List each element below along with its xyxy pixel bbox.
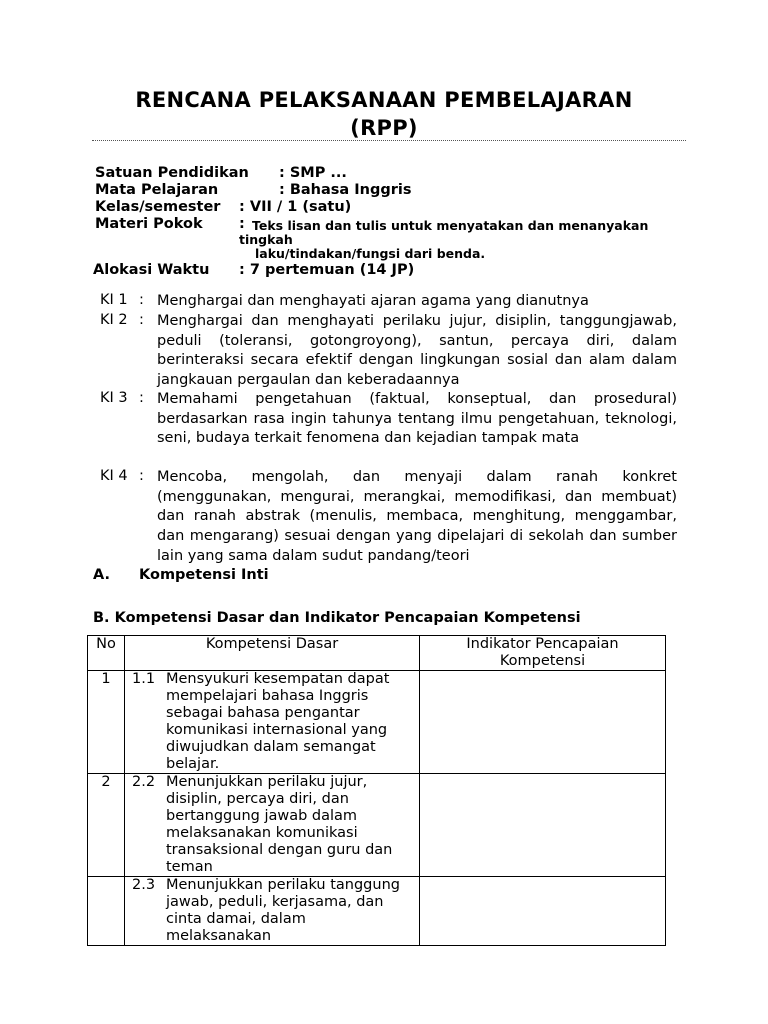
ki-colon: : (139, 468, 144, 484)
materi-label: Materi Pokok (95, 216, 203, 232)
ki-text: Mencoba, mengolah, dan menyaji dalam ranah konkret (menggunakan, mengurai, merangkai, memodifikasi, dan membuat) dan ranah abstrak (menulis, membaca, menghitung, menggambar, dan mengarang) sesuai dengan yang dipelajari di sekolah dan sumber lain yang sama dalam sudut pandang/teori (157, 469, 677, 564)
row-kd (125, 774, 420, 877)
row-kd (125, 877, 420, 946)
kd-number: 2.3 (132, 877, 156, 893)
alokasi-value: : 7 pertemuan (14 JP) (239, 262, 415, 278)
ki-colon: : (139, 390, 144, 406)
table-header-row (88, 636, 666, 671)
ki-text: Menghargai dan menghayati ajaran agama yang dianutnya (157, 293, 589, 309)
kelas-value: : VII / 1 (satu) (239, 199, 352, 215)
ki-label: KI 3 (100, 390, 128, 406)
row-no: 2 (88, 774, 125, 877)
row-indicator (420, 671, 666, 774)
kd-text: Mensyukuri kesempatan dapat mempelajari bahasa Inggris sebagai bahasa pengantar komunikasi internasional yang diwujudkan dalam semangat belajar. (166, 671, 390, 772)
ki-label: KI 2 (100, 312, 128, 328)
materi-line2: tingkah (239, 232, 293, 247)
dotted-divider (92, 140, 686, 141)
header-indicator-line1: Indikator Pencapaian (466, 636, 619, 652)
row-indicator (420, 774, 666, 877)
kelas-label: Kelas/semester (95, 199, 221, 215)
satuan-value: : SMP ... (279, 165, 347, 181)
materi-line3: laku/tindakan/fungsi dari benda. (255, 246, 486, 261)
header-indicator-line2: Kompetensi (499, 653, 586, 669)
ki-text: Menghargai dan menghayati perilaku jujur, disiplin, tanggungjawab, peduli (toleransi, gotongroyong), santun, percaya diri, dalam berinteraksi secara efektif dengan lingkungan sosial dan alam dalam jangkauan pergaulan dan keberadaannya (157, 313, 677, 389)
section-a-letter: A. (93, 567, 110, 583)
materi-colon: : (239, 216, 245, 232)
ki-label: KI 1 (100, 292, 128, 308)
row-indicator (420, 877, 666, 946)
header-no: No (88, 636, 125, 671)
table-row (88, 774, 666, 877)
ki-colon: : (139, 312, 144, 328)
materi-line1: Teks lisan dan tulis untuk menyatakan dan menanyakan (252, 218, 649, 233)
section-a-title: Kompetensi Inti (139, 567, 269, 583)
mapel-value: : Bahasa Inggris (279, 182, 412, 198)
ki-label: KI 4 (100, 468, 128, 484)
row-no: 1 (88, 671, 125, 774)
kd-number: 1.1 (132, 671, 156, 687)
ki-text: Memahami pengetahuan (faktual, konseptual, dan prosedural) berdasarkan rasa ingin tahunya tentang ilmu pengetahuan, teknologi, seni, budaya terkait fenomena dan kejadian tampak mata (157, 391, 677, 447)
table-row (88, 671, 666, 774)
kd-text: Menunjukkan perilaku jujur, disiplin, percaya diri, dan bertanggung jawab dalam melaksanakan komunikasi transaksional dengan guru dan teman (166, 774, 393, 875)
header-kd: Kompetensi Dasar (125, 636, 420, 671)
table-row (88, 877, 666, 946)
ki-colon: : (139, 292, 144, 308)
document-subtitle: (RPP) (350, 116, 418, 140)
row-kd (125, 671, 420, 774)
document-title: RENCANA PELAKSANAAN PEMBELAJARAN (135, 88, 633, 112)
kd-table (87, 635, 666, 946)
kd-text: Menunjukkan perilaku tanggung jawab, peduli, kerjasama, dan cinta damai, dalam melaksanakan (166, 877, 400, 944)
alokasi-label: Alokasi Waktu (93, 262, 210, 278)
satuan-label: Satuan Pendidikan (95, 165, 249, 181)
row-no (88, 877, 125, 946)
kd-number: 2.2 (132, 774, 156, 790)
header-indicator (420, 636, 666, 671)
section-b-title: B. Kompetensi Dasar dan Indikator Pencapaian Kompetensi (93, 610, 581, 626)
mapel-label: Mata Pelajaran (95, 182, 219, 198)
